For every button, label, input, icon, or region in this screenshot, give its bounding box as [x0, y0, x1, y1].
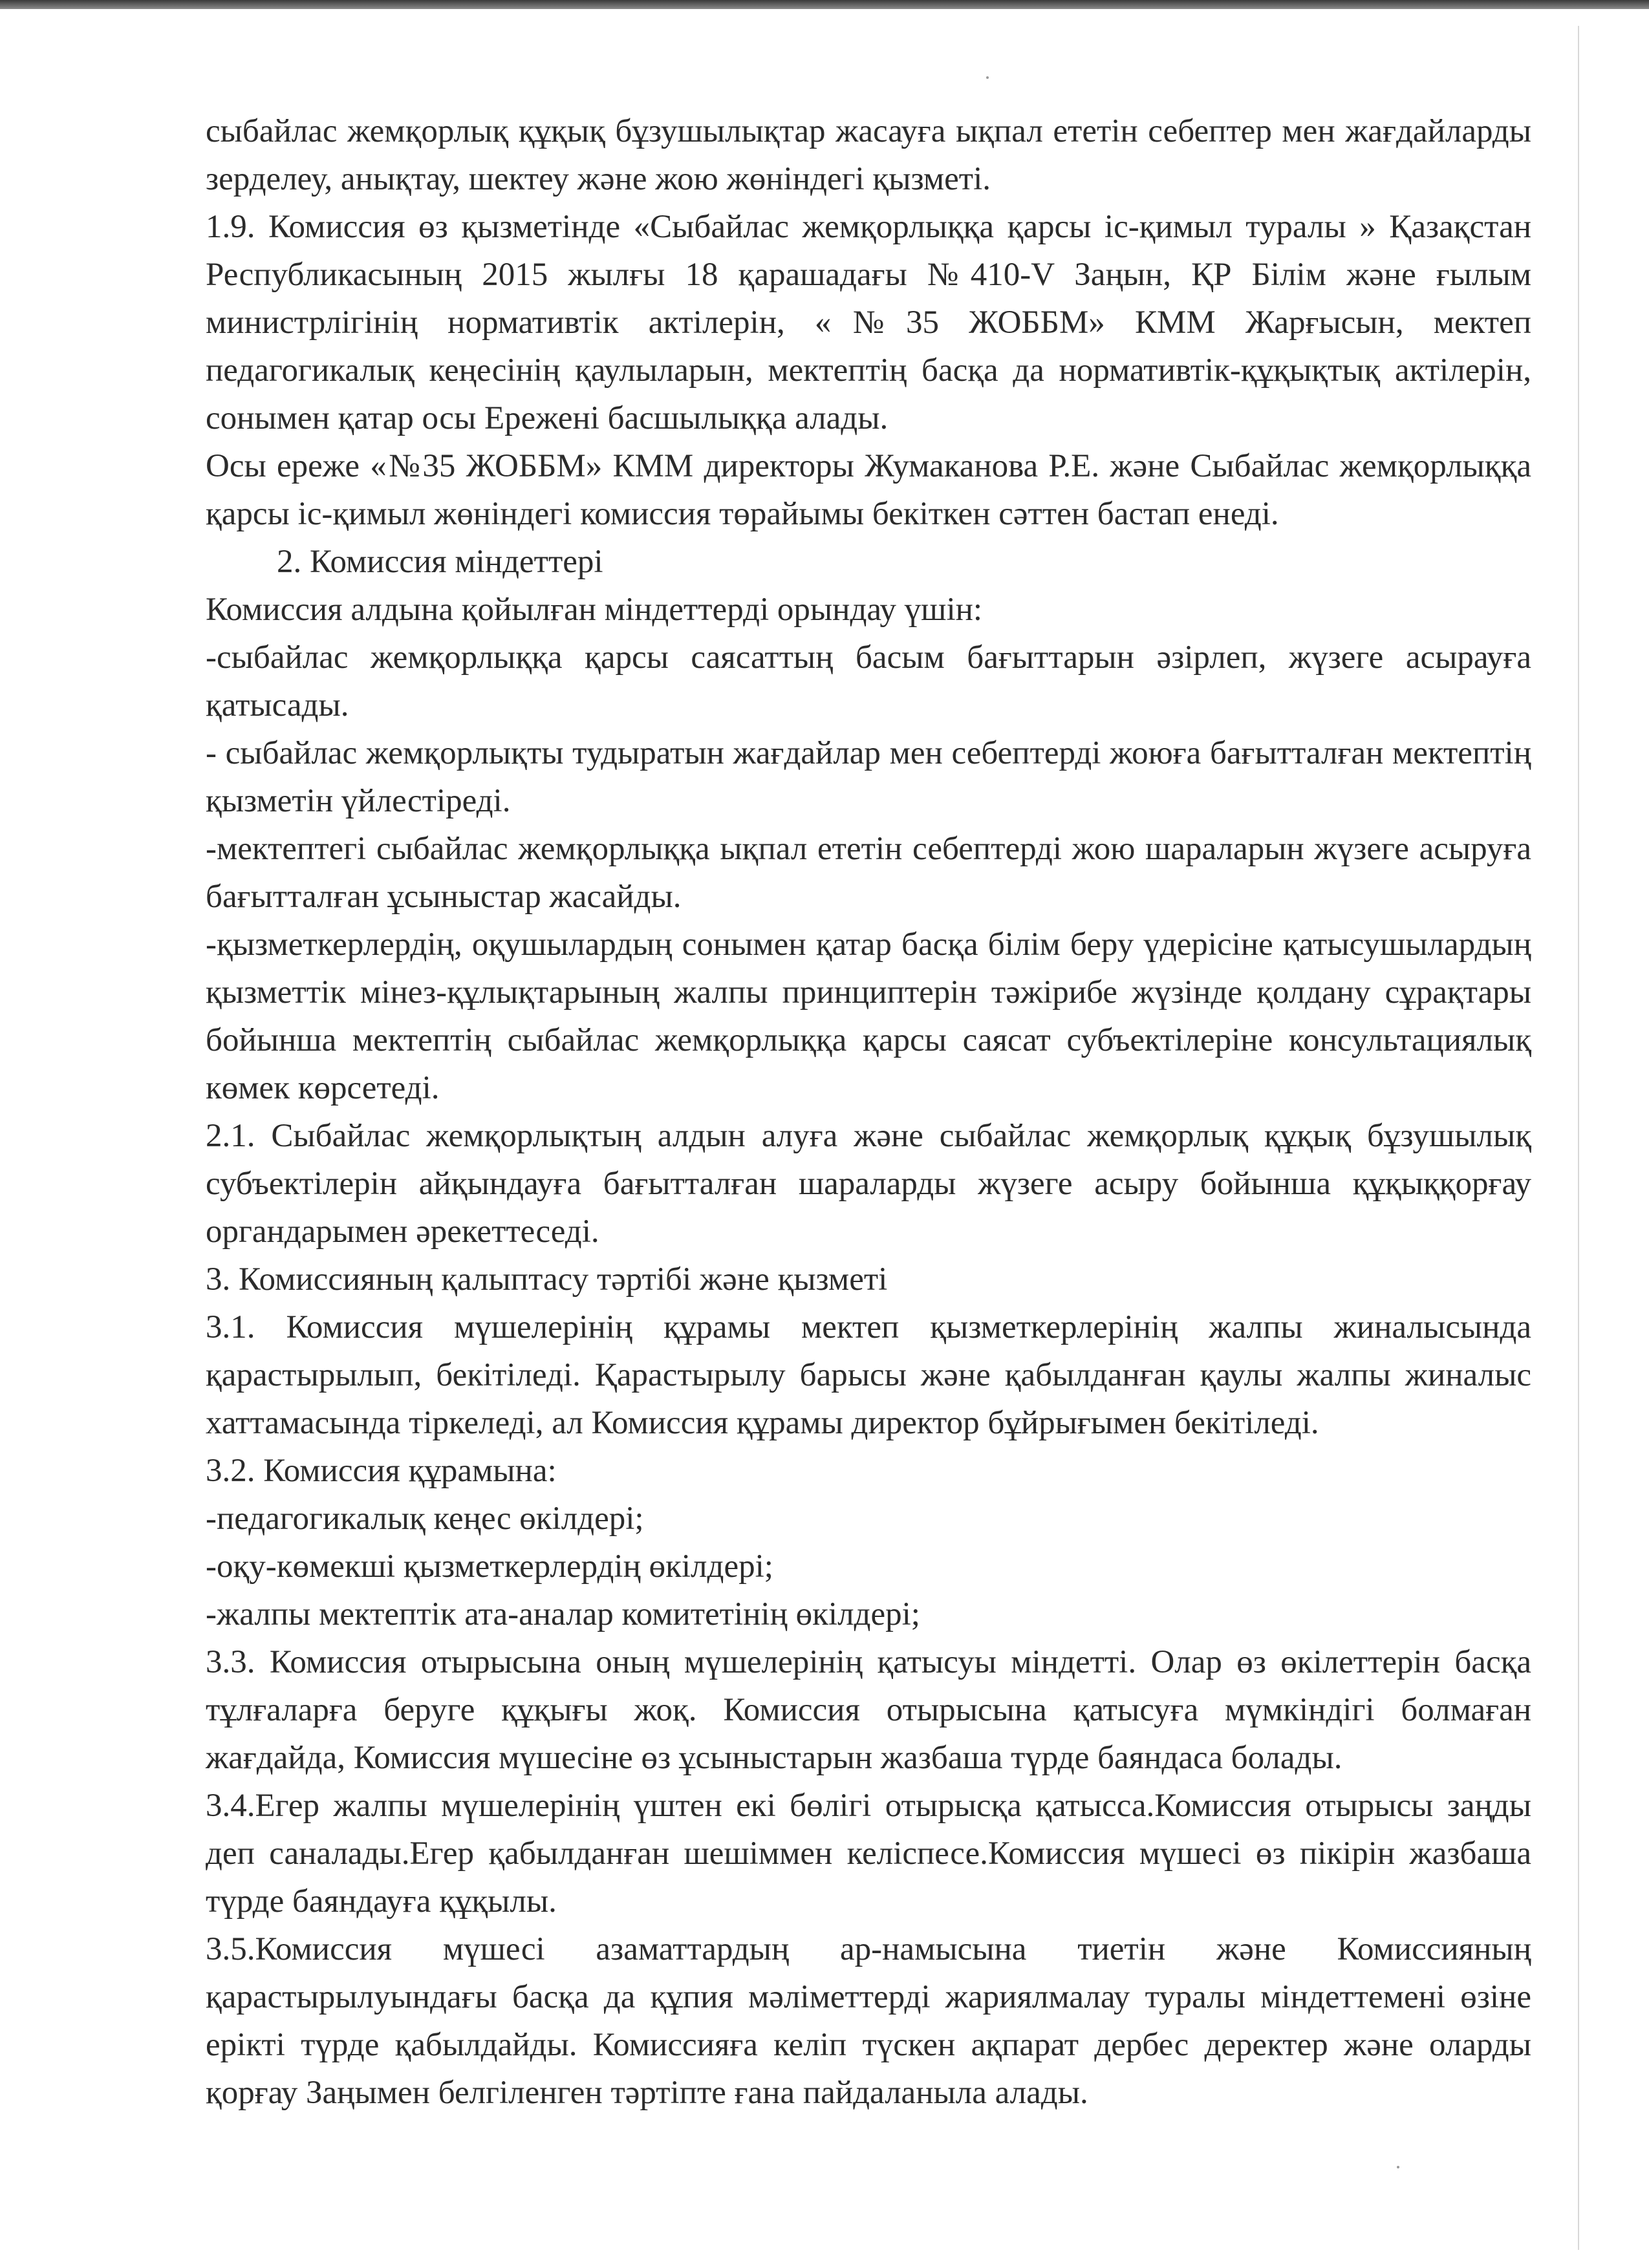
scan-top-edge [0, 0, 1649, 9]
document-page [206, 107, 1531, 2117]
paragraph-3-2: 3.2. Комиссия құрамына: [206, 1453, 557, 1489]
list-item-composition-3: -жалпы мектептік ата-аналар комитетінің өкілдері; [206, 1596, 920, 1632]
scan-speck [986, 76, 989, 79]
paragraph-effective-date: Осы ереже «№35 ЖОББМ» КММ директоры Жумаканова Р.Е. және Сыбайлас жемқорлыққа қарсы іс-қимыл жөніндегі комиссия төрайымы бекіткен сәттен бастап енеді. [206, 448, 1531, 532]
paragraph-tasks-intro: Комиссия алдына қойылған міндеттерді орындау үшін: [206, 592, 983, 628]
paragraph-2-1: 2.1. Сыбайлас жемқорлықтың алдын алуға және сыбайлас жемқорлық құқық бұзушылық субъектілерін айқындауға бағытталған шараларды жүзеге асыру бойынша құқыққорғау органдарымен әрекеттеседі. [206, 1118, 1531, 1250]
paragraph-3-1: 3.1. Комиссия мүшелерінің құрамы мектеп қызметкерлерінің жалпы жиналысында қарастырылып, бекітіледі. Қарастырылу барысы және қабылданған қаулы жалпы жиналыс хаттамасында тіркеледі, ал Комиссия құрамы директор бұйрығымен бекітіледі. [206, 1309, 1531, 1441]
section-heading-2: 2. Комиссия міндеттері [277, 544, 603, 580]
list-item-composition-1: -педагогикалық кеңес өкілдері; [206, 1501, 644, 1537]
list-item-task-3: -мектептегі сыбайлас жемқорлыққа ықпал ететін себептерді жою шараларын жүзеге асыруға бағытталған ұсыныстар жасайды. [206, 831, 1531, 915]
paragraph-3-3: 3.3. Комиссия отырысына оның мүшелерінің қатысуы міндетті. Олар өз өкілеттерін басқа тұлғаларға беруге құқығы жоқ. Комиссия отырысына қатысуға мүмкіндігі болмаған жағдайда, Комиссия мүшесіне өз ұсыныстарын жазбаша түрде баяндаса болады. [206, 1644, 1531, 1776]
list-item-task-1: -сыбайлас жемқорлыққа қарсы саясаттың басым бағыттарын әзірлеп, жүзеге асырауға қатысады. [206, 639, 1531, 723]
paragraph-1-9: 1.9. Комиссия өз қызметінде «Сыбайлас жемқорлыққа қарсы іс-қимыл туралы » Қазақстан Республикасының 2015 жылғы 18 қарашадағы №410-V Заңын, ҚР Білім және ғылым министрлігінің нормативтік актілерін, «№35 ЖОББМ» КММ Жарғысын, мектеп педагогикалық кеңесінің қаулыларын, мектептің басқа да нормативтік-құқықтық актілерін, сонымен қатар осы Ережені басшылыққа алады. [206, 209, 1531, 436]
scan-right-edge [1578, 26, 1579, 2250]
list-item-task-4: -қызметкерлердің, оқушылардың сонымен қатар басқа білім беру үдерісіне қатысушылардың қызметтік мінез-құлықтарының жалпы принциптерін тәжірибе жүзінде қолдану сұрақтары бойынша мектептің сыбайлас жемқорлыққа қарсы саясат субъектілеріне консультациялық көмек көрсетеді. [206, 926, 1531, 1106]
list-item-task-2: - сыбайлас жемқорлықты тудыратын жағдайлар мен себептерді жоюға бағытталған мектептің қызметін үйлестіреді. [206, 735, 1531, 819]
scan-speck [1397, 2166, 1399, 2168]
section-heading-3: 3. Комиссияның қалыптасу тәртібі және қызметі [206, 1261, 888, 1298]
paragraph-3-5: 3.5.Комиссия мүшесі азаматтардың ар-намысына тиетін және Комиссияның қарастырылуындағы басқа да құпия мәліметтерді жариялмалау туралы міндеттемені өзіне ерікті түрде қабылдайды. Комиссияға келіп түскен ақпарат дербес деректер және оларды қорғау Заңымен белгіленген тәртіпте ғана пайдаланыла алады. [206, 1931, 1531, 2111]
paragraph-3-4: 3.4.Егер жалпы мүшелерінің үштен екі бөлігі отырысқа қатысса.Комиссия отырысы заңды деп саналады.Егер қабылданған шешіммен келіспесе.Комиссия мүшесі өз пікірін жазбаша түрде баяндауға құқылы. [206, 1788, 1531, 1920]
paragraph-intro-continuation: сыбайлас жемқорлық құқық бұзушылықтар жасауға ықпал ететін себептер мен жағдайларды зерделеу, анықтау, шектеу және жою жөніндегі қызметі. [206, 113, 1531, 197]
list-item-composition-2: -оқу-көмекші қызметкерлердің өкілдері; [206, 1548, 773, 1585]
